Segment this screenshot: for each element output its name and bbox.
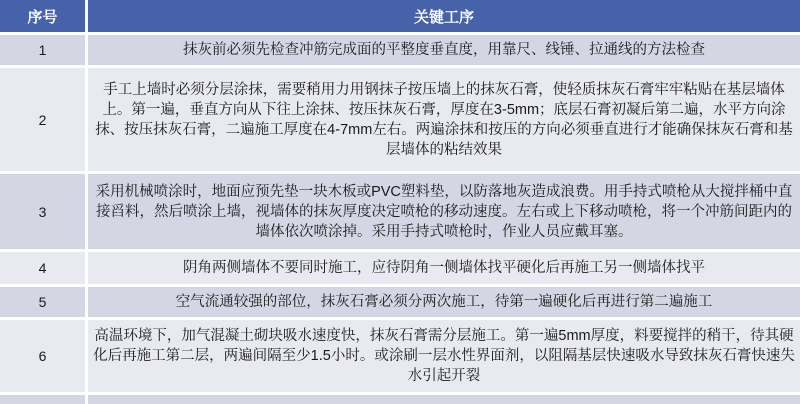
row-4-number-cell: 4 — [0, 252, 85, 284]
row-2-number-cell: 2 — [0, 68, 85, 171]
row-5-number-cell: 5 — [0, 287, 85, 317]
row-6-process-cell: 高温环境下，加气混凝土砌块吸水速度快，抹灰石膏需分层施工。第一遍5mm厚度，料要搅拌的稍干，待其硬化后再施工第二层，两遍间隔至少1.5小时。或涂刷一层水性界面剂，以阻隔基层快速吸水导致抹灰石膏快速失水引起开裂 — [88, 320, 800, 392]
row-4-process-cell: 阴角两侧墙体不要同时施工，应待阴角一侧墙体找平硬化后再施工另一侧墙体找平 — [88, 252, 800, 284]
row-1-number-cell: 1 — [0, 35, 85, 65]
row-5-process-cell: 空气流通较强的部位，抹灰石膏必须分两次施工，待第一遍硬化后再进行第二遍施工 — [88, 287, 800, 317]
row-7-partial-process-cell — [88, 395, 800, 404]
row-1-process-cell: 抹灰前必须先检查冲筋完成面的平整度垂直度，用靠尺、线锤、拉通线的方法检查 — [88, 35, 800, 65]
header-cell-process: 关键工序 — [88, 0, 800, 32]
header-cell-number: 序号 — [0, 0, 85, 32]
row-6-number-cell: 6 — [0, 320, 85, 392]
row-3-number-cell: 3 — [0, 174, 85, 249]
row-2-process-cell: 手工上墙时必须分层涂抹，需要稍用力用钢抹子按压墙上的抹灰石膏，使轻质抹灰石膏牢牢粘贴在基层墙体上。第一遍，垂直方向从下往上涂抹、按压抹灰石膏，厚度在3-5mm；底层石膏初凝后第二遍，水平方向涂抹、按压抹灰石膏，二遍施工厚度在4-7mm左右。两遍涂抹和按压的方向必须垂直进行才能确保抹灰石膏和基层墙体的粘结效果 — [88, 68, 800, 171]
row-7-partial-number-cell — [0, 395, 85, 404]
row-3-process-cell: 采用机械喷涂时，地面应预先垫一块木板或PVC塑料垫，以防落地灰造成浪费。用手持式喷枪从大搅拌桶中直接舀料，然后喷涂上墙，视墙体的抹灰厚度决定喷枪的移动速度。左右或上下移动喷枪，将一个冲筋间距内的墙体依次喷涂掉。采用手持式喷枪时，作业人员应戴耳塞。 — [88, 174, 800, 249]
